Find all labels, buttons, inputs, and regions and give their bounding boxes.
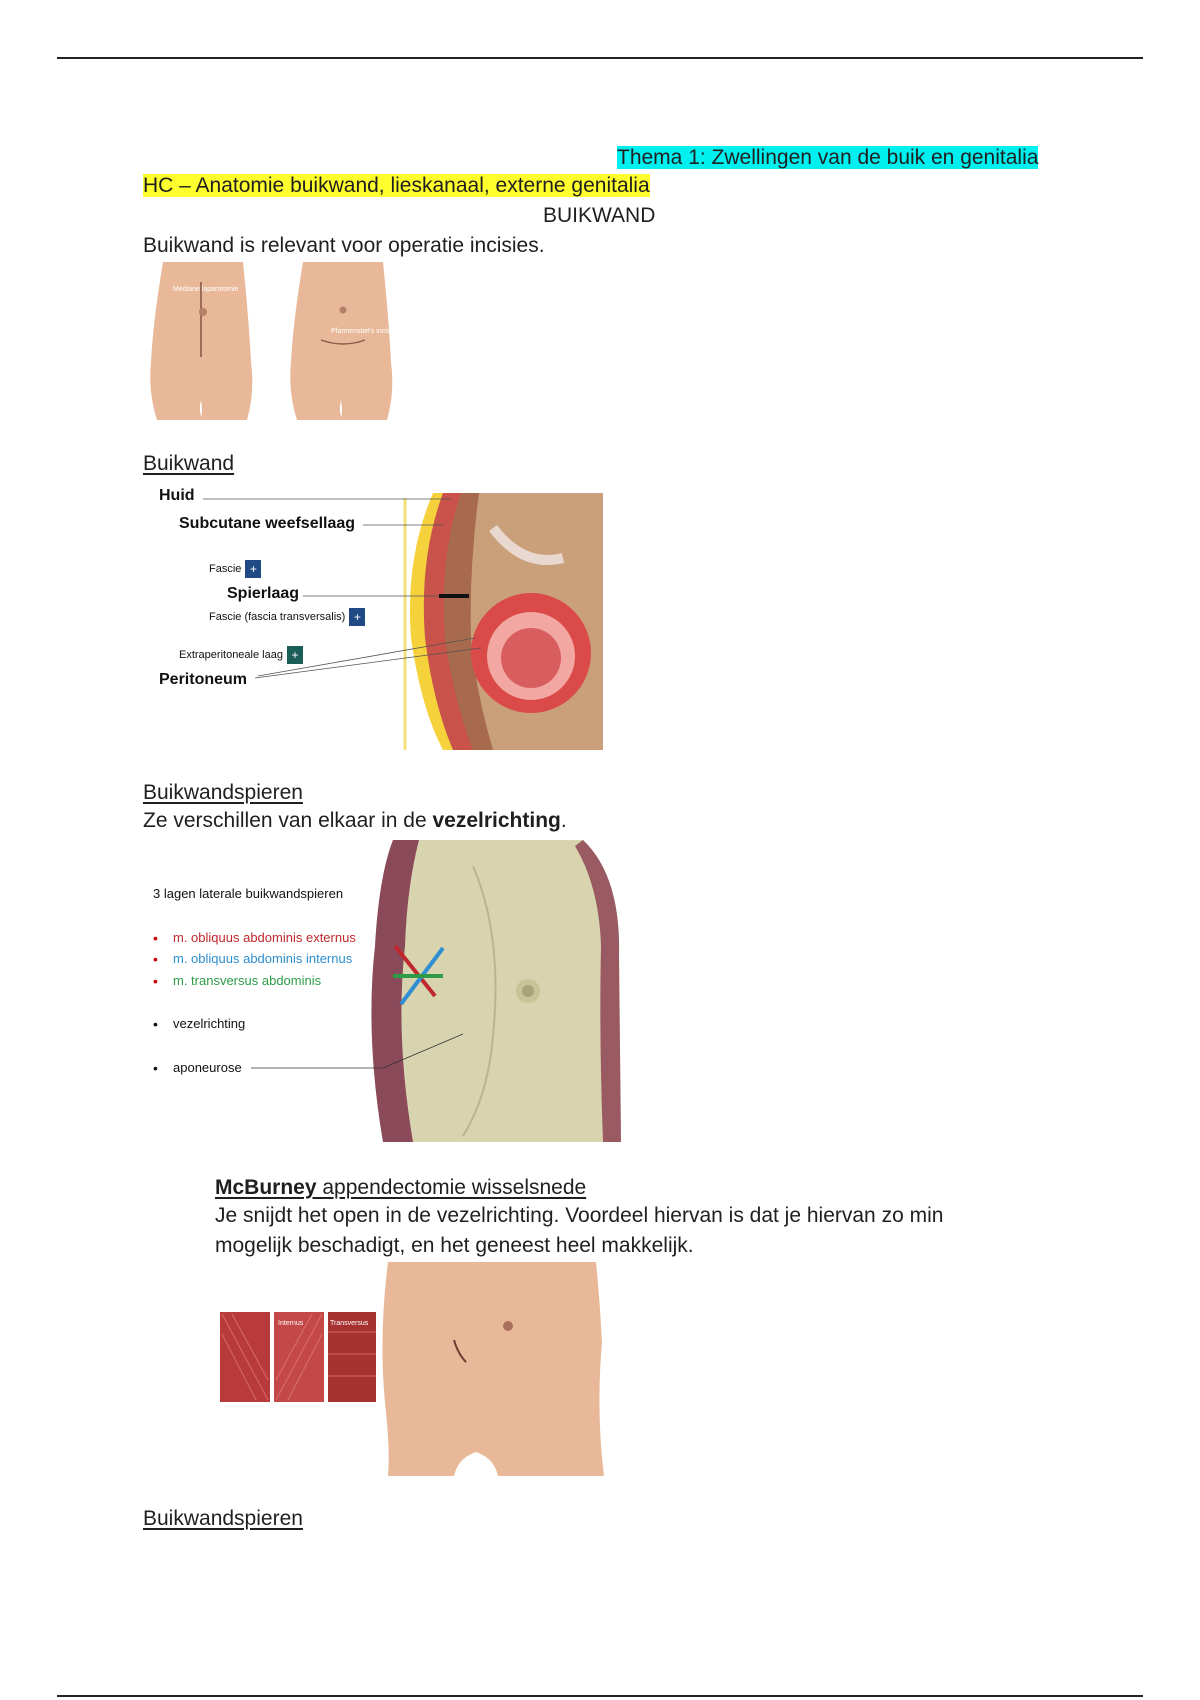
muscle-item-aponeurose: • aponeurose	[173, 1060, 242, 1076]
muscle-dissection-photo	[143, 836, 623, 1142]
mcburney-line-2: mogelijk beschadigt, en het geneest heel makkelijk.	[215, 1234, 694, 1257]
muscle-item-transversus: • m. transversus abdominis	[173, 973, 321, 989]
bottom-rule	[57, 1695, 1143, 1697]
mcburney-figure	[218, 1262, 604, 1476]
abdominal-wall-figure	[143, 488, 603, 750]
spieren-text: Ze verschillen van elkaar in de vezelrichting.	[143, 809, 567, 832]
muscle-label-transversus: Transversus	[330, 1320, 369, 1327]
mcburney-illustration	[218, 1262, 604, 1476]
torso-mcburney	[382, 1262, 604, 1476]
top-rule	[57, 57, 1143, 59]
spieren-heading: Buikwandspieren	[143, 781, 303, 804]
cross-section-drawing	[405, 493, 603, 750]
muscle-item-vezelrichting: • vezelrichting	[173, 1016, 245, 1032]
plus-badge-icon[interactable]: +	[349, 608, 365, 626]
muscle-label-internus: Internus	[278, 1320, 304, 1327]
incision-label-right: Pfannenstiel's incisie	[331, 328, 396, 335]
label-spierlaag: Spierlaag	[227, 585, 300, 602]
muscle-fig-title: 3 lagen laterale buikwandspieren	[153, 886, 344, 901]
theme-title: Thema 1: Zwellingen van de buik en genitalia	[617, 146, 1039, 169]
label-fascie: Fascie +	[209, 560, 261, 578]
label-huid: Huid	[159, 488, 195, 504]
label-extraperitoneaal: Extraperitoneale laag +	[179, 646, 303, 664]
plus-badge-icon[interactable]: +	[287, 646, 303, 664]
buikwand-heading: Buikwand	[143, 452, 235, 475]
mcburney-line-1: Je snijdt het open in de vezelrichting. Voordeel hiervan is dat je hiervan zo min	[215, 1204, 944, 1227]
torso-right	[290, 262, 392, 420]
label-peritoneum: Peritoneum	[159, 671, 248, 688]
intro-text: Buikwand is relevant voor operatie incisies.	[143, 234, 545, 257]
section-title: BUIKWAND	[543, 204, 656, 227]
footer-heading: Buikwandspieren	[143, 1507, 303, 1530]
plus-badge-icon[interactable]: +	[245, 560, 261, 578]
label-subcutis: Subcutane weefsellaag	[179, 515, 356, 532]
muscle-item-internus: • m. obliquus abdominis internus	[173, 951, 352, 967]
mcburney-title: McBurney appendectomie wisselsnede	[215, 1176, 587, 1199]
lecture-title: HC – Anatomie buikwand, lieskanaal, externe genitalia	[143, 174, 650, 197]
muscle-layers-figure	[143, 836, 623, 1142]
muscle-item-externus: • m. obliquus abdominis externus	[173, 930, 356, 946]
label-fascie-transversalis: Fascie (fascia transversalis) +	[209, 608, 365, 626]
incision-label-left: Mediane laparotomie	[173, 286, 239, 293]
incision-figure	[143, 262, 413, 420]
